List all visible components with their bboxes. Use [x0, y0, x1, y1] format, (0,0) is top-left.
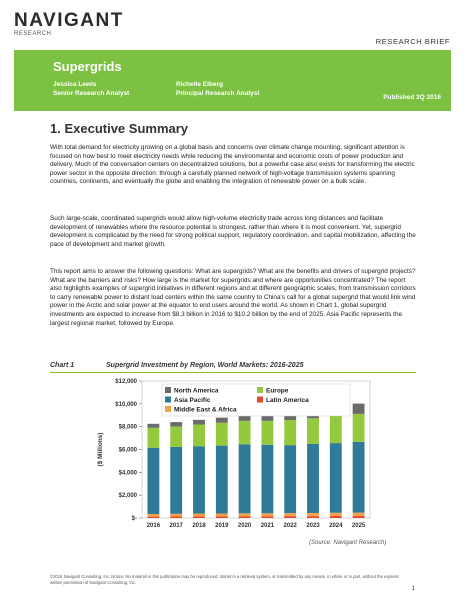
published-date: Published 3Q 2016 [383, 94, 441, 101]
bar-segment [170, 447, 182, 514]
bar-segment [239, 421, 251, 444]
bar-segment [193, 514, 205, 517]
bar-segment [353, 404, 365, 414]
page-number: 1 [411, 586, 415, 592]
bar-segment [239, 444, 251, 513]
x-tick-label: 2016 [146, 523, 161, 529]
chart-caption [50, 362, 416, 369]
bar-segment [353, 516, 365, 518]
author-2 [176, 81, 260, 98]
bar-segment [353, 442, 365, 513]
bar-segment [170, 514, 182, 517]
logo-subtitle: RESEARCH [14, 31, 52, 37]
paragraph-2: Such large-scale, coordinated supergrids would allow high-volume electricity trade across long distances and facilitate development of renewables where the resource potential is strongest, rather than where it is most convenient. Yet, supergrid development is complicated by the need for strong political support, regulatory coordination, and capital mobilization, affecting the pace of development and market growth. [50, 215, 416, 248]
bar-segment [239, 513, 251, 516]
logo-wordmark: NAVIGANT [14, 10, 124, 31]
x-tick-label: 2022 [283, 523, 297, 529]
title-banner [14, 50, 451, 111]
bar-segment [239, 516, 251, 518]
bar-segment [170, 426, 182, 447]
caption-rule [50, 372, 416, 373]
legend-label: Europe [266, 387, 289, 395]
bar-segment [307, 444, 319, 513]
chart-source: (Source: Navigant Research) [309, 540, 387, 546]
author-2-role: Principal Research Analyst [176, 89, 260, 97]
x-tick-label: 2024 [329, 523, 343, 529]
bar-segment [284, 445, 296, 513]
bar-segment [261, 516, 273, 518]
bar-segment [216, 514, 228, 517]
bar-segment [330, 443, 342, 513]
paragraph-1: With total demand for electricity growing on a global basis and concerns over climate change mounting, significant attention is focused on how best to meet electricity needs while reducing the environmental and economic costs of power production and delivery. Much of the conversation centers on decentralized solutions, but a powerful case also exists for transforming the electric power sector in the opposite direction: through a carefully planned network of high-voltage transmission systems spanning countries, continents, and eventually the globe and enabling the integration of renewable power on a bulk scale. [50, 144, 415, 186]
bar-segment [147, 448, 159, 514]
chart-number: Chart 1 [50, 362, 75, 369]
bar-segment [147, 424, 159, 428]
author-1 [53, 81, 129, 98]
bar-segment [193, 420, 205, 425]
legend-swatch [257, 397, 263, 403]
bar-segment [170, 517, 182, 518]
legend-label: Latin America [266, 397, 309, 404]
y-tick-label: $- [131, 516, 137, 522]
research-brief-label: RESEARCH BRIEF [375, 37, 450, 46]
bar-segment [330, 513, 342, 516]
bar-segment [284, 513, 296, 516]
y-tick-label: $10,000 [115, 401, 137, 408]
section-heading: 1. Executive Summary [50, 121, 189, 136]
bar-segment [330, 416, 342, 443]
bar-segment [284, 420, 296, 445]
bar-segment [170, 422, 182, 426]
bar-segment [307, 513, 319, 516]
bar-segment [261, 445, 273, 514]
x-tick-label: 2017 [169, 523, 183, 529]
x-tick-label: 2025 [351, 523, 366, 529]
bar-segment [193, 446, 205, 513]
x-tick-label: 2023 [306, 523, 320, 529]
legend-label: North America [174, 387, 219, 395]
bar-segment [307, 516, 319, 518]
legend-label: Middle East & Africa [174, 406, 237, 414]
x-tick-label: 2020 [237, 523, 252, 529]
bar-segment [261, 513, 273, 516]
legend-swatch [165, 397, 171, 403]
bar-segment [193, 516, 205, 518]
y-axis-label: ($ Millions) [97, 432, 104, 467]
author-1-role: Senior Research Analyst [53, 89, 130, 97]
y-tick-label: $2,000 [118, 493, 137, 500]
legend-swatch [257, 387, 263, 393]
investment-chart [90, 377, 390, 537]
bar-segment [353, 414, 365, 442]
navigant-logo [14, 11, 124, 37]
x-tick-label: 2018 [192, 523, 206, 529]
bar-segment [216, 446, 228, 514]
bar-segment [216, 423, 228, 446]
chart-title: Supergrid Investment by Region, World Markets: 2016-2025 [106, 362, 304, 369]
y-tick-label: $4,000 [118, 470, 137, 477]
y-tick-label: $12,000 [115, 379, 137, 385]
x-tick-label: 2021 [260, 523, 275, 529]
bar-segment [307, 418, 319, 444]
x-tick-label: 2019 [215, 523, 229, 529]
legend-label: Asia Pacific [174, 397, 211, 404]
legend-swatch [165, 406, 171, 412]
bar-segment [193, 424, 205, 446]
paragraph-3: This report aims to answer the following questions: What are supergrids? What are the benefits and drivers of supergrid projects? What are the barriers and risks? How large is the market for supergrids and where are opportunities concentrated? The report also highlights examples of supergrid initiatives in different regions and at different geographic scales, from transmission corridors to carry renewable power to distant load centers within the same country to China's call for a global supergrid that would link wind power in the Arctic and solar power at the equator to end users around the world. As shown in Chart 1, global supergrid investments are expected to increase from $8.3 billion in 2016 to $10.2 billion by the end of 2025. Asia Pacific represents the largest regional market, followed by Europe. [50, 268, 416, 327]
author-1-name: Jessica Lewis [53, 81, 97, 88]
bar-segment [330, 516, 342, 518]
bar-segment [353, 513, 365, 516]
y-tick-label: $8,000 [118, 424, 137, 431]
bar-segment [147, 514, 159, 517]
bar-segment [147, 428, 159, 448]
author-2-name: Richelle Elberg [176, 81, 223, 88]
bar-segment [261, 421, 273, 445]
bar-segment [216, 418, 228, 423]
y-tick-label: $6,000 [118, 447, 137, 454]
bar-segment [147, 517, 159, 518]
copyright-footer: ©2016 Navigant Consulting, Inc. Notice: No material in this publication may be reproduced, stored in a retrieval system, or transmitted by any means, in whole or in part, without the express written permission of Navigant Consulting, Inc. [50, 574, 399, 585]
bar-segment [216, 516, 228, 518]
legend-swatch [165, 387, 171, 393]
bar-segment [284, 516, 296, 518]
report-title: Supergrids [53, 59, 122, 74]
